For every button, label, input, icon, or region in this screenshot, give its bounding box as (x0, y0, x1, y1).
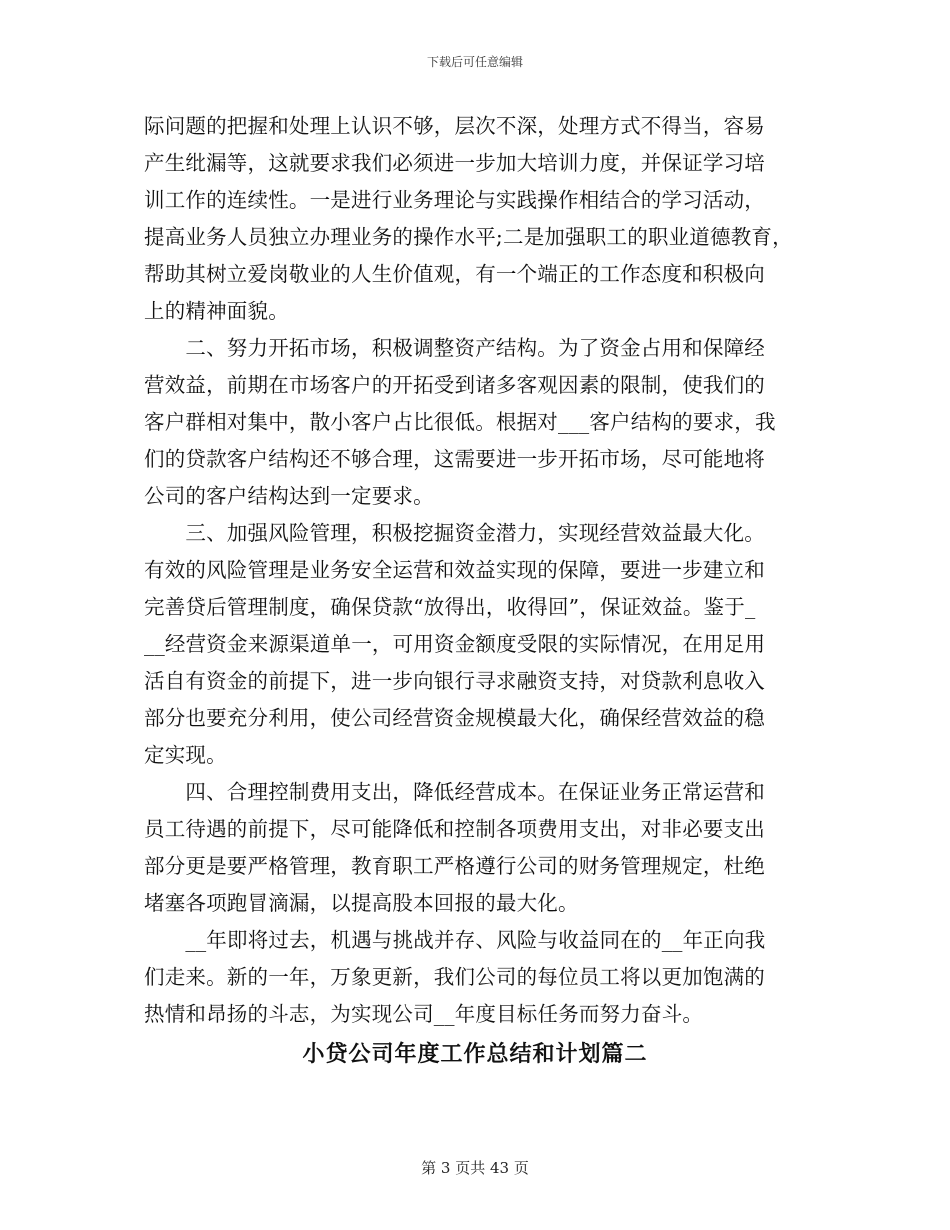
section-title: 小贷公司年度工作总结和计划篇二 (302, 1041, 648, 1067)
text-line: 定实现。 (144, 743, 227, 767)
text-line: 提高业务人员独立办理业务的操作水平;二是加强职工的职业道德教育， (144, 225, 793, 249)
page-number: 第 3 页共 43 页 (421, 1159, 529, 1177)
text-line: 堵塞各项跑冒滴漏，以提高股本回报的最大化。 (144, 891, 579, 915)
text-line: 部分更是要严格管理，教育职工严格遵行公司的财务管理规定，杜绝 (144, 854, 765, 878)
text-line: __经营资金来源渠道单一，可用资金额度受限的实际情况，在用足用 (144, 632, 766, 656)
text-line: 热情和昂扬的斗志，为实现公司__年度目标任务而努力奋斗。 (144, 1002, 704, 1026)
text-line: 营效益，前期在市场客户的开拓受到诸多客观因素的限制，使我们的 (144, 373, 765, 397)
document-body (144, 108, 816, 1033)
text-line: __年即将过去，机遇与挑战并存、风险与收益同在的__年正向我 (144, 928, 766, 952)
text-line: 二、努力开拓市场，积极调整资产结构。为了资金占用和保障经 (144, 336, 765, 360)
text-line: 活自有资金的前提下，进一步向银行寻求融资支持，对贷款利息收入 (144, 669, 765, 693)
text-line: 有效的风险管理是业务安全运营和效益实现的保障，要进一步建立和 (144, 558, 765, 582)
text-line: 三、加强风险管理，积极挖掘资金潜力，实现经营效益最大化。 (144, 521, 765, 545)
text-line: 部分也要充分利用，使公司经营资金规模最大化，确保经营效益的稳 (144, 706, 765, 730)
page-header-note: 下载后可任意编辑 (426, 55, 523, 69)
text-line: 帮助其树立爱岗敬业的人生价值观，有一个端正的工作态度和积极向 (144, 262, 765, 286)
text-line: 训工作的连续性。一是进行业务理论与实践操作相结合的学习活动， (144, 188, 765, 212)
text-line: 公司的客户结构达到一定要求。 (144, 484, 434, 508)
text-line: 际问题的把握和处理上认识不够，层次不深，处理方式不得当，容易 (144, 114, 765, 138)
text-line: 四、合理控制费用支出，降低经营成本。在保证业务正常运营和 (144, 780, 765, 804)
text-line: 上的精神面貌。 (144, 299, 289, 323)
text-line: 们走来。新的一年，万象更新，我们公司的每位员工将以更加饱满的 (144, 965, 765, 989)
text-line: 们的贷款客户结构还不够合理，这需要进一步开拓市场，尽可能地将 (144, 447, 765, 471)
text-line: 客户群相对集中，散小客户占比很低。根据对___客户结构的要求，我 (144, 410, 776, 434)
text-line: 员工待遇的前提下，尽可能降低和控制各项费用支出，对非必要支出 (144, 817, 765, 841)
text-line: 产生纰漏等，这就要求我们必须进一步加大培训力度，并保证学习培 (144, 151, 765, 175)
text-line: 完善贷后管理制度，确保贷款“放得出，收得回”，保证效益。鉴于_ (144, 595, 756, 619)
